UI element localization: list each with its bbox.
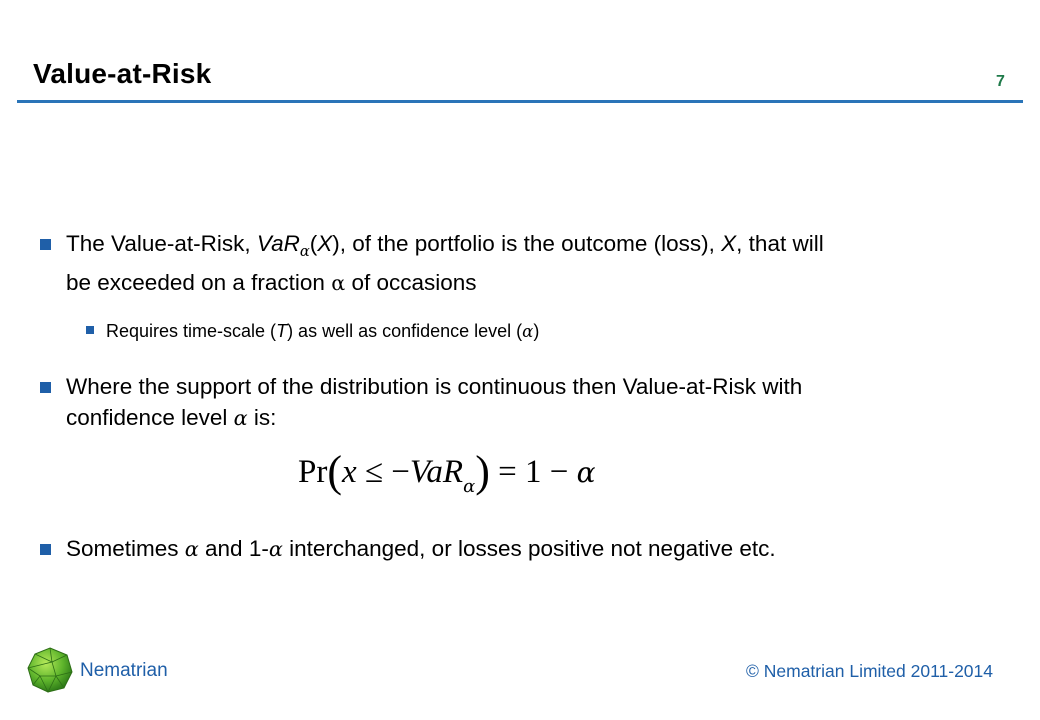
formula-leq: ≤ −: [356, 454, 410, 490]
brand-name: Nematrian: [80, 660, 168, 681]
bullet-text: The Value-at-Risk,: [66, 231, 257, 256]
formula-left-paren: (: [327, 447, 342, 496]
bullet-text: confidence level: [66, 405, 234, 430]
bullet-text: ): [533, 321, 540, 341]
formula-alpha: α: [576, 456, 596, 489]
t-symbol: T: [276, 321, 288, 341]
alpha-symbol: α: [184, 537, 199, 561]
x-symbol: X: [721, 231, 737, 256]
x-symbol: X: [317, 231, 333, 256]
bullet-text: Sometimes: [66, 536, 185, 561]
slide-number: 7: [996, 73, 1005, 90]
var-formula: [298, 447, 596, 509]
bullet-square-icon: [86, 326, 94, 334]
bullet-text: , that will: [736, 231, 824, 256]
bullet-text: ), of the portfolio is the outcome (loss),: [332, 231, 722, 256]
formula-pr: Pr: [298, 454, 328, 490]
var-symbol: VaR: [256, 231, 300, 256]
copyright-notice: © Nematrian Limited 2011-2014: [746, 661, 994, 681]
formula-x: x: [342, 454, 357, 490]
alpha-symbol: α: [268, 537, 283, 561]
bullet-text: Requires time-scale (: [106, 321, 277, 341]
alpha-symbol: α: [233, 406, 248, 430]
bullet-var-definition: [66, 228, 1006, 299]
bullet-square-icon: [40, 544, 51, 555]
bullet-square-icon: [40, 382, 51, 393]
formula-rhs: = 1 −: [489, 454, 577, 490]
bullet-text: is:: [247, 405, 277, 430]
bullet-interchanged: [66, 533, 1006, 565]
bullet-text: Where the support of the distribution is continuous then Value-at-Risk with: [66, 374, 803, 399]
sub-bullet-time-scale: [106, 318, 986, 345]
alpha-subscript: α: [299, 243, 310, 261]
nematrian-logo-icon: [26, 646, 74, 694]
bullet-text: interchanged, or losses positive not negative etc.: [282, 536, 776, 561]
slide-title: Value-at-Risk: [33, 58, 212, 89]
alpha-symbol: α: [331, 271, 346, 296]
bullet-text: of occasions: [345, 270, 477, 296]
bullet-text: (: [309, 231, 318, 256]
bullet-text: be exceeded on a fraction: [66, 270, 332, 296]
formula-var: VaR: [409, 454, 464, 490]
formula-alpha-subscript: α: [463, 476, 476, 497]
bullet-square-icon: [40, 239, 51, 250]
alpha-symbol: α: [522, 322, 534, 341]
formula-right-paren: ): [475, 447, 490, 496]
bullet-text: ) as well as confidence level (: [287, 321, 523, 341]
bullet-continuous-support: [66, 371, 1006, 434]
title-rule: [17, 100, 1023, 103]
bullet-text: and 1-: [198, 536, 269, 561]
